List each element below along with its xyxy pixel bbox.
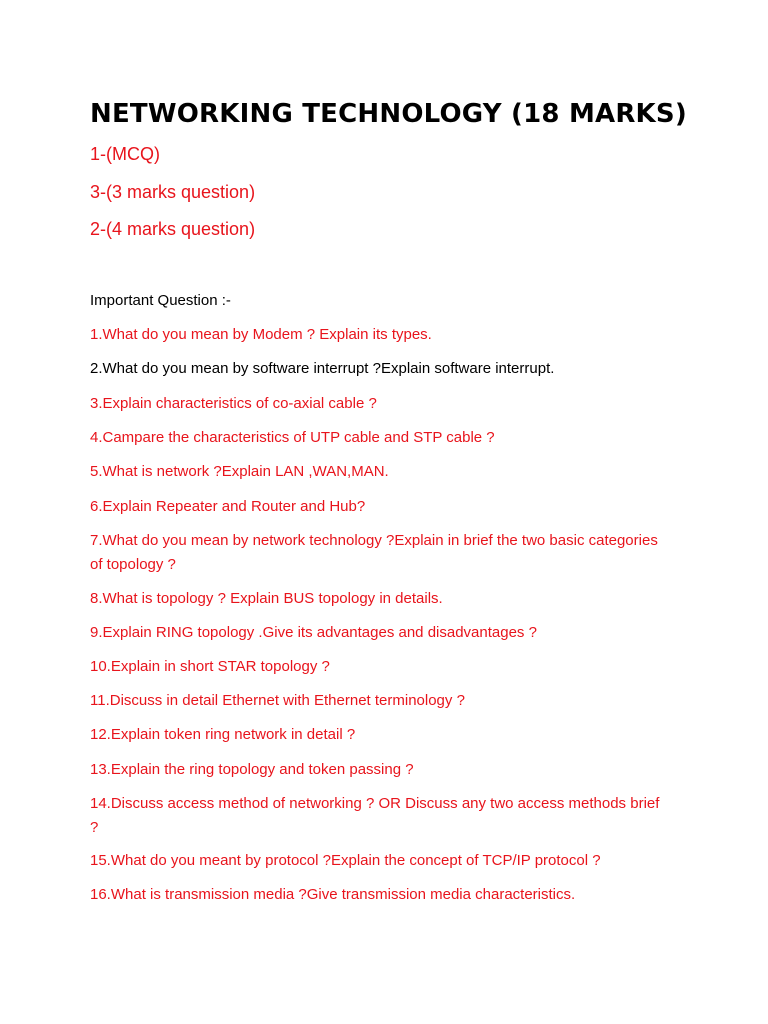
question-4: 4.Campare the characteristics of UTP cable and STP cable ? bbox=[90, 429, 495, 446]
question-2: 2.What do you mean by software interrupt ?Explain software interrupt. bbox=[90, 360, 555, 377]
question-14: 14.Discuss access method of networking ? OR Discuss any two access methods brief ? bbox=[90, 795, 660, 836]
question-6: 6.Explain Repeater and Router and Hub? bbox=[90, 498, 366, 515]
question-15: 15.What do you meant by protocol ?Explain the concept of TCP/IP protocol ? bbox=[90, 852, 601, 869]
question-13: 13.Explain the ring topology and token passing ? bbox=[90, 761, 414, 778]
question-11: 11.Discuss in detail Ethernet with Ethernet terminology ? bbox=[90, 692, 465, 709]
marks-3-mark-questions: 3-(3 marks question) bbox=[90, 182, 256, 202]
question-3: 3.Explain characteristics of co-axial cable ? bbox=[90, 395, 377, 412]
question-1: 1.What do you mean by Modem ? Explain its types. bbox=[90, 326, 432, 343]
important-question-heading: Important Question :- bbox=[90, 292, 231, 309]
document-title: NETWORKING TECHNOLOGY (18 MARKS) bbox=[90, 99, 687, 129]
question-10: 10.Explain in short STAR topology ? bbox=[90, 658, 330, 675]
question-7: 7.What do you mean by network technology ?Explain in brief the two basic categories of topology ? bbox=[90, 532, 658, 573]
question-16: 16.What is transmission media ?Give transmission media characteristics. bbox=[90, 886, 576, 903]
question-12: 12.Explain token ring network in detail ? bbox=[90, 726, 356, 743]
question-8: 8.What is topology ? Explain BUS topology in details. bbox=[90, 590, 443, 607]
marks-mcq: 1-(MCQ) bbox=[90, 144, 160, 164]
question-9: 9.Explain RING topology .Give its advantages and disadvantages ? bbox=[90, 624, 537, 641]
marks-4-mark-questions: 2-(4 marks question) bbox=[90, 219, 256, 239]
question-5: 5.What is network ?Explain LAN ,WAN,MAN. bbox=[90, 463, 389, 480]
